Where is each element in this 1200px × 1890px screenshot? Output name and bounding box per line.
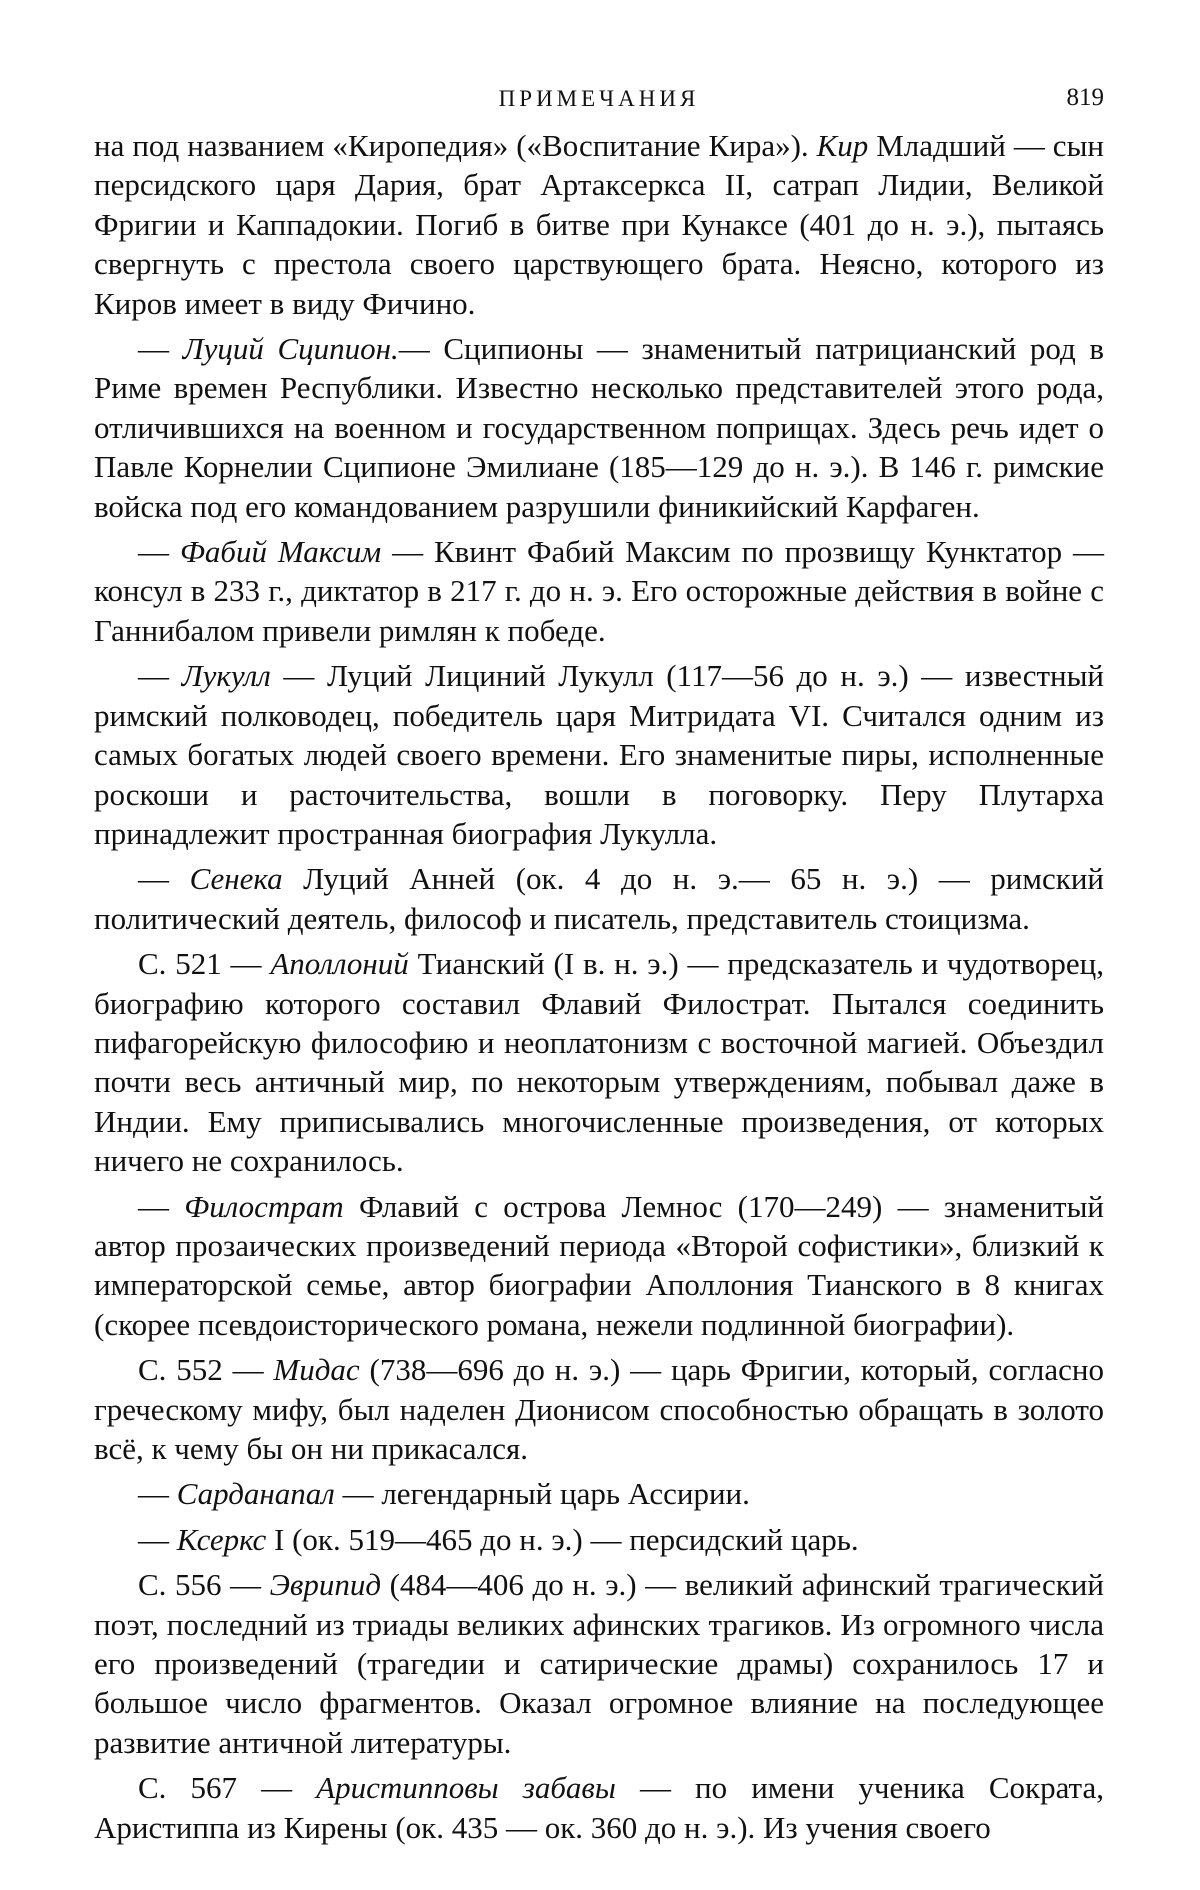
note-paragraph <box>94 1768 1104 1847</box>
text-run: Тианский (I в. н. э.) — предсказатель и чудотворец, биографию которого составил Флавий Филострат. Пытался соединить пифагорейскую философию и неоплатонизм с восточной магией. Объездил почти весь античный мир, по некоторым утверждениям, побывал даже в Индии. Ему приписывались многочисленные произведения, от которых ничего не сохранилось. <box>94 946 1104 1179</box>
text-run: I (ок. 519—465 до н. э.) — персидский царь. <box>266 1521 859 1557</box>
term-italic: Лукулл <box>181 658 271 694</box>
term-italic: Кир <box>816 128 869 163</box>
text-run: — <box>138 534 180 570</box>
text-run: (484—406 до н. э.) — великий афинский трагический поэт, последний из триады великих афинских трагиков. Из огромного числа его произведений (трагедии и сатирические драмы) сохранилось 17 и большое число фрагментов. Оказал огромное влияние на последующее развитие античной литературы. <box>94 1567 1104 1760</box>
note-paragraph <box>94 1350 1104 1468</box>
note-paragraph <box>94 859 1104 938</box>
note-paragraph <box>94 329 1104 526</box>
text-run: Луций Анней (ок. 4 до н. э.— 65 н. э.) — римский политический деятель, философ и писатель, представитель стоицизма. <box>94 861 1104 936</box>
note-paragraph <box>94 944 1104 1180</box>
note-paragraph <box>94 1187 1104 1345</box>
term-italic: Аполлоний <box>270 946 409 982</box>
term-italic: Сенека <box>189 861 283 897</box>
term-italic: Эврипид <box>269 1567 382 1603</box>
text-run: на под названием «Киропедия» («Воспитание Кира»). <box>94 128 817 163</box>
text-run: — легендарный царь Ассирии. <box>334 1476 750 1512</box>
text-run: Младший — сын персидского царя Дария, брат Артаксеркса II, сатрап Лидии, Великой Фригии и Каппадокии. Погиб в битве при Кунаксе (401 до н. э.), пытаясь свергнуть с престола своего царствующего брата. Неясно, которого из Киров имеет в виду Фичино. <box>94 128 1104 321</box>
note-paragraph <box>94 1474 1104 1513</box>
text-run: С. 552 — <box>138 1352 274 1388</box>
term-italic: Сарданапал <box>176 1476 335 1512</box>
text-run: — <box>138 861 190 897</box>
note-paragraph <box>94 1565 1104 1762</box>
text-run: — <box>138 658 182 694</box>
note-paragraph <box>94 532 1104 650</box>
term-italic: Фабий Максим <box>179 534 382 570</box>
text-run: — Луций Лициний Лукулл (117—56 до н. э.) — известный римский полководец, победитель царя Митридата VI. Считался одним из самых богатых людей своего времени. Его знаменитые пиры, исполненные роскоши и расточительства, вошли в поговорку. Перу Плутарха принадлежит пространная биография Лукулла. <box>94 658 1105 851</box>
term-italic: Аристипповы забавы <box>316 1770 616 1806</box>
text-run: — <box>138 1476 177 1512</box>
term-italic: Ксеркс <box>176 1521 267 1557</box>
page-header <box>94 78 1104 118</box>
page-number: 819 <box>1066 84 1104 111</box>
text-run: С. 567 — <box>138 1770 317 1806</box>
notes-text <box>94 126 1104 1847</box>
term-italic: Мидас <box>273 1352 360 1388</box>
text-run: (738—696 до н. э.) — царь Фригии, который, согласно греческому мифу, был наделен Дионисом способностью обращать в золото всё, к чему бы он ни прикасался. <box>94 1352 1104 1466</box>
text-run: С. 521 — <box>138 946 271 982</box>
note-paragraph <box>94 126 1104 323</box>
note-paragraph <box>94 656 1104 853</box>
text-run: Флавий с острова Лемнос (170—249) — знаменитый автор прозаических произведений периода «Второй софистики», близкий к императорской семье, автор биографии Аполлония Тианского в 8 книгах (скорее псевдоисторического романа, нежели подлинной биографии). <box>94 1188 1104 1342</box>
text-run: — Сципионы — знаменитый патрицианский род в Риме времен Республики. Известно несколько представителей этого рода, отличившихся на военном и государственном поприщах. Здесь речь идет о Павле Корнелии Сципионе Эмилиане (185—129 до н. э.). В 146 г. римские войска под его командованием разрушили финикийский Карфаген. <box>94 331 1104 524</box>
term-italic: Филострат <box>184 1188 344 1224</box>
text-run: — по имени ученика Сократа, Аристиппа из Кирены (ок. 435 — ок. 360 до н. э.). Из учения своего <box>94 1770 1104 1845</box>
text-run: — <box>138 331 183 367</box>
running-head: ПРИМЕЧАНИЯ <box>498 86 700 111</box>
text-run: — Квинт Фабий Максим по прозвищу Кунктатор — консул в 233 г., диктатор в 217 г. до н. э. Его осторожные действия в войне с Ганнибалом привели римлян к победе. <box>94 534 1104 648</box>
note-paragraph <box>94 1520 1104 1559</box>
text-run: С. 556 — <box>138 1567 270 1603</box>
text-run: — <box>138 1188 185 1224</box>
term-italic: Луций Сципион. <box>182 331 399 367</box>
text-run: — <box>138 1521 177 1557</box>
